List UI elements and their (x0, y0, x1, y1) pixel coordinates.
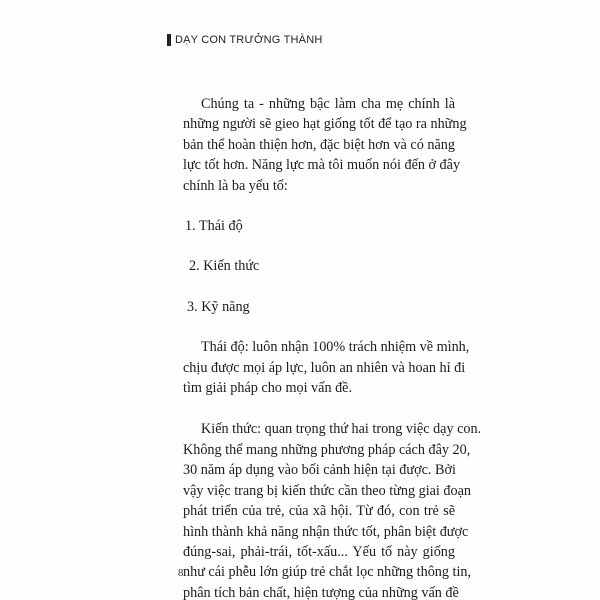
text-line: Thái độ: luôn nhận 100% trách nhiệm về mình, (201, 339, 470, 356)
header-bar-marker (167, 34, 171, 46)
text-line: Chúng ta - những bậc làm cha mẹ chính là (201, 96, 455, 112)
text-line: chính là ba yếu tố: (183, 177, 288, 194)
text-line: Không thể mang những phương pháp cách đây 20, (183, 441, 471, 458)
ability-list (183, 216, 455, 317)
paragraph-intro (183, 94, 467, 196)
text-line: đúng-sai, phải-trái, tốt-xấu... Yếu tố này giống (183, 543, 455, 560)
text-line: bản thể hoàn thiện hơn, đặc biệt hơn và có năng (183, 136, 455, 153)
running-header (167, 34, 323, 46)
paragraph-knowledge (183, 419, 482, 600)
text-line: phát triển của trẻ, của xã hội. Từ đó, con trẻ sẽ (183, 503, 455, 520)
text-line: những người sẽ gieo hạt giống tốt để tạo ra những (183, 116, 467, 133)
paragraph-attitude (183, 337, 470, 398)
text-line: Kiến thức: quan trọng thứ hai trong việc dạy con. (201, 421, 482, 438)
text-line: như cái phễu lớn giúp trẻ chắt lọc những thông tin, (183, 564, 472, 581)
text-line: vậy việc trang bị kiến thức cần theo từng giai đoạn (183, 482, 472, 499)
list-item-skills: 3. Kỹ năng (187, 298, 250, 315)
body-text (183, 94, 482, 600)
text-line: lực tốt hơn. Năng lực mà tôi muốn nói đến ở đây (183, 157, 461, 174)
text-line: phân tích bản chất, hiện tượng của những vấn đề (183, 584, 459, 600)
running-header-title: DẠY CON TRƯỞNG THÀNH (175, 34, 323, 46)
text-line: 30 năm áp dụng vào bối cảnh hiện tại được. Bởi (183, 462, 456, 479)
text-line: chịu được mọi áp lực, luôn an nhiên và hoan hỉ đi (183, 359, 466, 376)
text-line: hình thành khả năng nhận thức tốt, phân biệt được (183, 523, 469, 540)
list-item-knowledge: 2. Kiến thức (189, 258, 260, 275)
list-item-attitude: 1. Thái độ (185, 218, 243, 235)
page-number: 8 (178, 567, 184, 579)
text-line: tìm giải pháp cho mọi vấn đề. (183, 380, 353, 397)
